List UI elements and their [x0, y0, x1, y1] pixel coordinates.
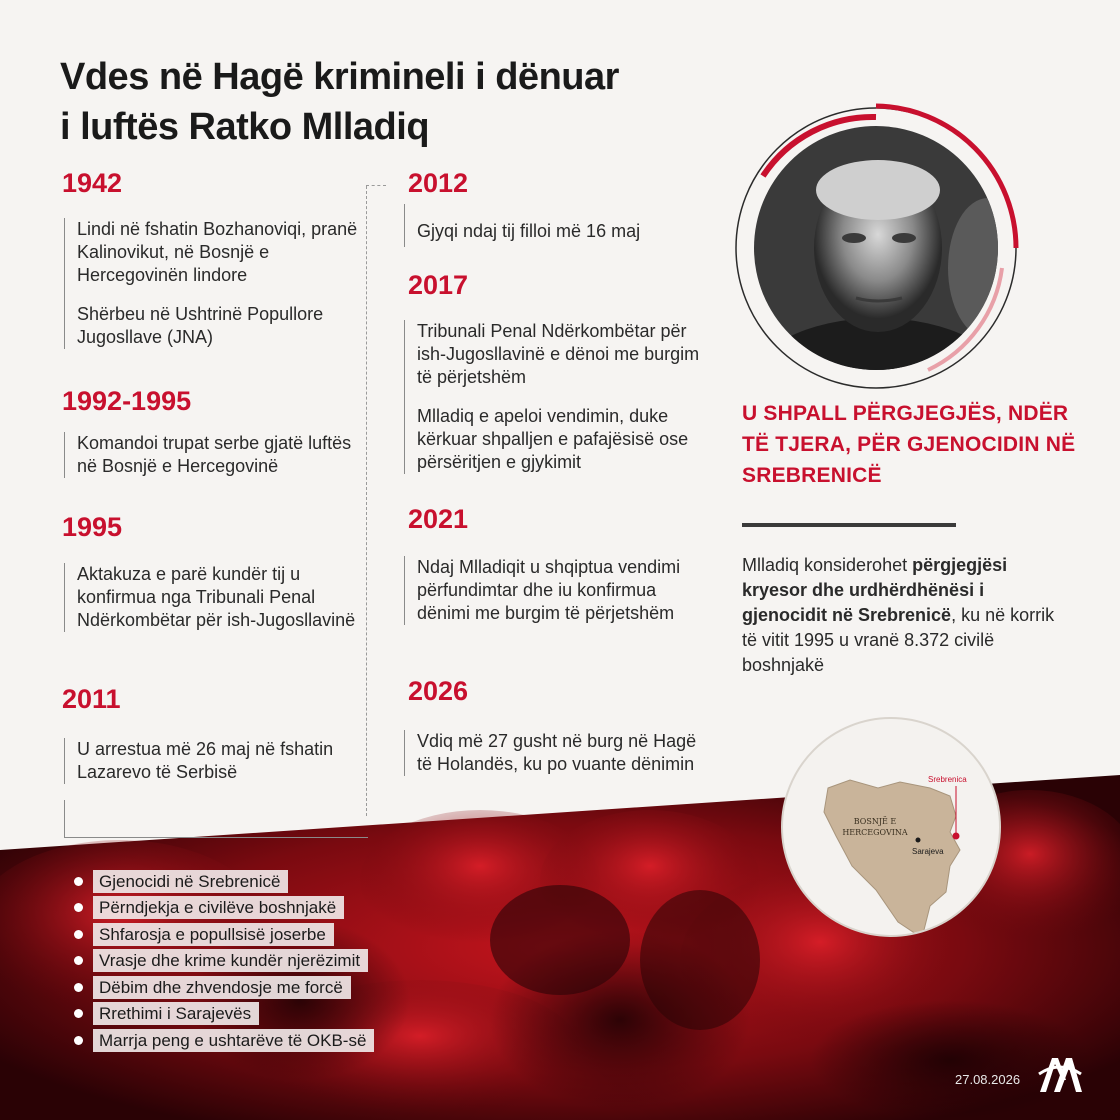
charge-label: Dëbim dhe zhvendosje me forcë: [93, 976, 351, 999]
timeline-bracket: [64, 800, 368, 838]
description-text: Mlladiq konsiderohet: [742, 555, 913, 575]
entry-text: Tribunali Penal Ndërkombëtar për ish-Jugosllavinë e dënoi me burgim të përjetshëm: [417, 321, 700, 387]
title-line-1: Vdes në Hagë krimineli i dënuar: [60, 56, 619, 98]
timeline-connector-dashed: [366, 185, 386, 815]
list-item: [74, 1001, 374, 1028]
capital-dot: [916, 838, 921, 843]
highlight-dot: [953, 833, 960, 840]
capital-label: Sarajeva: [912, 847, 944, 856]
list-item: [74, 1027, 374, 1054]
entry-text: U arrestua më 26 maj në fshatin Lazarevo të Serbisë: [77, 739, 334, 782]
description-text: , ku në korrik të vitit 1995 u vranë 8.372 civilë boshnjakë: [742, 605, 1055, 675]
timeline-entry-2012: [404, 204, 704, 247]
charge-label: Marrja peng e ushtarëve të OKB-së: [93, 1029, 374, 1052]
year-1942: 1942: [62, 168, 123, 198]
bullet-dot: [74, 956, 83, 965]
entry-text: Mlladiq e apeloi vendimin, duke kërkuar shpalljen e pafajësisë ose përsëritjen e gjykimit: [417, 406, 689, 472]
country-label: HERCEGOVINA: [842, 828, 908, 837]
list-item: [74, 974, 374, 1001]
description: [742, 553, 1072, 678]
bullet-dot: [74, 1009, 83, 1018]
timeline-entry-2017: [404, 320, 710, 474]
country-label: BOSNJË E: [853, 817, 897, 826]
title-line-2: i luftës Ratko Mlladiq: [60, 106, 430, 148]
charge-label: Përndjekja e civilëve boshnjakë: [93, 896, 344, 919]
bullet-dot: [74, 877, 83, 886]
bullet-dot: [74, 1036, 83, 1045]
map: [780, 716, 1002, 938]
entry-text: Lindi në fshatin Bozhanoviqi, pranë Kalinovikut, në Bosnjë e Hercegovinën lindore: [77, 219, 358, 285]
year-2012: 2012: [408, 168, 469, 198]
year-2017: 2017: [408, 270, 469, 300]
entry-text: Gjyqi ndaj tij filloi më 16 maj: [417, 221, 641, 241]
list-item: [74, 868, 374, 895]
list-item: [74, 895, 374, 922]
timeline-entry-1992-1995: [64, 432, 364, 478]
year-2021: 2021: [408, 504, 469, 534]
charge-label: Gjenocidi në Srebrenicë: [93, 870, 288, 893]
timeline-entry-2026: [404, 730, 710, 776]
headline-underline: [742, 523, 956, 527]
entry-text: Aktakuza e parë kundër tij u konfirmua nga Tribunali Penal Ndërkombëtar për ish-Jugosllavinë: [77, 564, 356, 630]
list-item: [74, 948, 374, 975]
timeline-entry-1942: [64, 218, 364, 349]
timeline-entry-2021: [404, 556, 710, 625]
list-item: [74, 921, 374, 948]
page-title: [60, 52, 780, 152]
year-2011: 2011: [62, 684, 121, 714]
year-1995: 1995: [62, 512, 123, 542]
charges-list: [74, 868, 374, 1054]
charge-label: Rrethimi i Sarajevës: [93, 1002, 259, 1025]
footer-date: 27.08.2026: [955, 1072, 1021, 1087]
entry-text: Ndaj Mlladiqit u shqiptua vendimi përfundimtar dhe iu konfirmua dënimi me burgim të përjetshëm: [417, 557, 681, 623]
agency-logo-icon: [1036, 1052, 1084, 1094]
entry-text: Komandoi trupat serbe gjatë luftës në Bosnjë e Hercegovinë: [77, 433, 352, 476]
charge-label: Shfarosja e popullsisë joserbe: [93, 923, 334, 946]
bullet-dot: [74, 930, 83, 939]
year-1992-1995: 1992-1995: [62, 386, 192, 416]
timeline-entry-2011: [64, 738, 364, 784]
description-bold: përgjegjësi kryesor dhe urdhërdhënësi i gjenocidit në Srebrenicë: [742, 555, 1008, 625]
entry-text: Shërbeu në Ushtrinë Popullore Jugosllave (JNA): [77, 304, 324, 347]
portrait: [728, 98, 1024, 394]
bullet-dot: [74, 983, 83, 992]
timeline-entry-1995: [64, 563, 364, 632]
highlight-label: Srebrenica: [928, 775, 967, 784]
charge-label: Vrasje dhe krime kundër njerëzimit: [93, 949, 368, 972]
year-2026: 2026: [408, 676, 469, 706]
headline: U SHPALL PËRGJEGJËS, NDËR TË TJERA, PËR GJENOCIDIN NË SREBRENICË: [742, 402, 1076, 487]
bullet-dot: [74, 903, 83, 912]
entry-text: Vdiq më 27 gusht në burg në Hagë të Holandës, ku po vuante dënimin: [417, 731, 697, 774]
